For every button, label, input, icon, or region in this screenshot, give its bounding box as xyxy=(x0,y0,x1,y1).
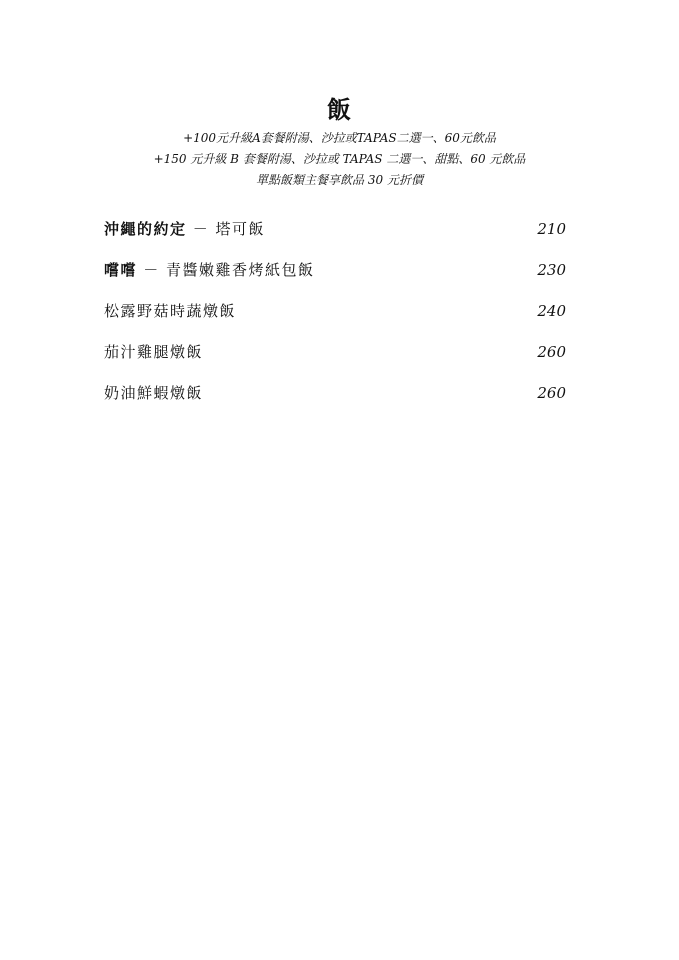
menu-item-highlight: 嚐嚐 xyxy=(104,261,138,279)
menu-item-price: 210 xyxy=(537,220,566,238)
menu-item-name xyxy=(104,217,265,241)
note-drink-discount: 單點飯類主餐享飲品 30 元折價 xyxy=(256,173,423,187)
menu-item-dish: 茄汁雞腿燉飯 xyxy=(104,343,204,361)
menu-item-price: 260 xyxy=(537,384,566,402)
menu-item-name xyxy=(104,340,203,364)
menu-item-name xyxy=(104,258,315,282)
menu-list xyxy=(104,217,566,422)
menu-item xyxy=(104,340,566,381)
menu-item-dish: 松露野菇時蔬燉飯 xyxy=(104,302,237,320)
menu-item-price: 230 xyxy=(537,261,566,279)
menu-item xyxy=(104,299,566,340)
menu-item-name xyxy=(104,381,203,405)
menu-item xyxy=(104,217,566,258)
menu-item-price: 240 xyxy=(537,302,566,320)
menu-item xyxy=(104,258,566,299)
note-set-a: +100元升級A套餐附湯、沙拉或TAPAS二選一、60元飲品 xyxy=(183,131,496,145)
page-title: 飯 xyxy=(327,95,352,124)
menu-item-dish: 奶油鮮蝦燉飯 xyxy=(104,384,204,402)
menu-item-dish: － 塔可飯 xyxy=(186,220,266,238)
menu-item-dish: － 青醬嫩雞香烤紙包飯 xyxy=(137,261,315,279)
menu-item-highlight: 沖繩的約定 xyxy=(104,220,187,238)
menu-item-name xyxy=(104,299,236,323)
menu-notes xyxy=(0,128,679,191)
note-set-b: +150 元升級 B 套餐附湯、沙拉或 TAPAS 二選一、甜點、60 元飲品 xyxy=(153,152,526,166)
menu-item-price: 260 xyxy=(537,343,566,361)
menu-item xyxy=(104,381,566,422)
